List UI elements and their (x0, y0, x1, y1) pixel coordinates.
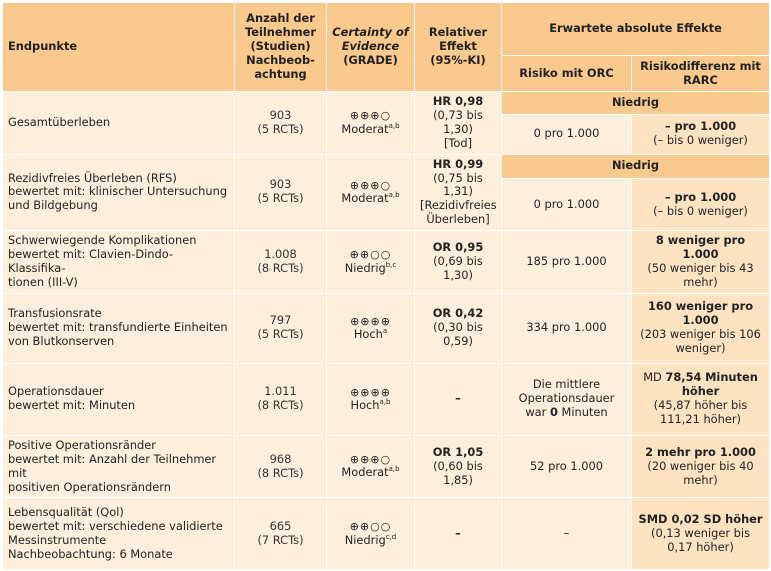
studies-count: (7 RCTs) (257, 532, 304, 547)
certainty-footnote: b,c (385, 260, 397, 269)
risk-orc-cell (502, 363, 632, 435)
relative-effect-ci: (0,75 bis 1,31) (433, 170, 483, 199)
grade-symbols-icon: ⊕⊕⊕⊕ (350, 385, 391, 399)
relative-effect-main: OR 1,05 (432, 444, 484, 459)
participants-count: 903 (269, 177, 292, 192)
relative-effect-ci: (0,73 bis 1,30) (433, 107, 483, 136)
participants-count: 903 (269, 107, 292, 122)
relative-effect-note: [Tod] (443, 135, 473, 150)
risk-diff-cell (632, 179, 770, 231)
endpoint-line: und Bildgebung (8, 198, 98, 213)
certainty-rating: Moderat (341, 121, 389, 136)
risk-diff-cell (632, 498, 770, 570)
grade-symbols-icon: ⊕⊕⊕○ (349, 109, 392, 123)
certainty-rating: Hoch (353, 327, 383, 342)
participants-cell (235, 435, 327, 498)
risk-diff-sub: (– bis 0 weniger) (653, 133, 748, 148)
risk-diff-sub: (20 weniger bis 40 mehr) (647, 458, 754, 487)
endpoint-line: Schwerwiegende Komplikationen (8, 233, 197, 248)
risk-diff-sub: (50 weniger bis 43 mehr) (647, 260, 754, 289)
endpoint-cell (3, 498, 235, 570)
endpoint-line: tionen (III-V) (8, 274, 78, 289)
relative-effect-ci: (0,69 bis 1,30) (433, 254, 483, 282)
certainty-rating: Niedrig (344, 260, 386, 275)
endpoint-line: Gesamtüberleben (8, 114, 111, 129)
risk-diff-main: 78,54 (665, 370, 702, 385)
endpoint-cell (3, 154, 235, 231)
endpoint-cell (3, 293, 235, 363)
grade-symbols-icon: ⊕⊕○○ (349, 248, 392, 262)
certainty-footnote: a,b (388, 191, 400, 200)
relative-effect-main: HR 0,99 (432, 156, 484, 171)
risk-diff-sub: (203 weniger bis 106 weniger) (640, 327, 761, 356)
grade-symbols-icon: ⊕⊕⊕○ (349, 452, 392, 466)
certainty-cell (327, 498, 415, 570)
certainty-cell (327, 293, 415, 363)
header-certainty-sub: (GRADE) (343, 52, 398, 67)
relative-effect-main: OR 0,95 (432, 240, 484, 255)
risk-diff-prefix: MD (643, 370, 662, 385)
certainty-rating: Moderat (341, 191, 389, 206)
certainty-cell (327, 154, 415, 231)
risk-orc-cell: 52 pro 1.000 (502, 435, 632, 498)
endpoint-cell (3, 231, 235, 294)
grade-symbols-icon: ⊕⊕○○ (349, 520, 392, 534)
risk-orc-cell: 0 pro 1.000 (502, 114, 632, 154)
grade-symbols-icon: ⊕⊕⊕⊕ (350, 314, 391, 328)
participants-cell (235, 293, 327, 363)
header-risk-orc: Risiko mit ORC (502, 56, 632, 92)
studies-count: (5 RCTs) (257, 327, 304, 342)
participants-count: 968 (269, 451, 292, 466)
endpoint-line: Positive Operationsränder (8, 437, 156, 452)
header-risk-diff-rarc: Risikodifferenz mit RARC (632, 56, 770, 92)
risk-orc-value: 0 (549, 405, 558, 420)
studies-count: (8 RCTs) (257, 398, 304, 413)
endpoint-line: von Blutkonserven (8, 334, 115, 349)
participants-count: 797 (269, 313, 292, 328)
relative-effect-main: – (455, 525, 461, 540)
certainty-footnote: c,d (385, 532, 397, 541)
certainty-rating: Moderat (341, 465, 389, 480)
relative-effect-cell (415, 363, 502, 435)
relative-effect-cell (415, 293, 502, 363)
risk-diff-cell (632, 114, 770, 154)
endpoint-cell (3, 363, 235, 435)
risk-diff-cell (632, 435, 770, 498)
risk-diff-cell (632, 231, 770, 294)
grade-symbols-icon: ⊕⊕⊕○ (349, 178, 392, 192)
risk-diff-main: – pro 1.000 (664, 189, 737, 204)
endpoint-line: Rezidivfreies Überleben (RFS) (8, 170, 177, 185)
header-certainty-label: Certainty of Evidence (332, 25, 409, 54)
risk-group-label: Niedrig (502, 154, 770, 178)
risk-diff-main: 2 mehr pro 1.000 (645, 444, 756, 459)
relative-effect-ci: (0,30 bis 0,59) (433, 320, 483, 349)
participants-count: 1.011 (264, 384, 297, 399)
endpoint-line: bewertet mit: Clavien-Dindo-Klassifika- (8, 247, 174, 275)
endpoint-cell (3, 435, 235, 498)
participants-count: 665 (269, 519, 292, 533)
participants-cell (235, 498, 327, 570)
relative-effect-cell (415, 92, 502, 155)
certainty-cell (327, 435, 415, 498)
risk-diff-sub: (– bis 0 weniger) (653, 203, 748, 218)
risk-orc-cell: 0 pro 1.000 (502, 179, 632, 231)
relative-effect-cell (415, 435, 502, 498)
certainty-footnote: a (382, 327, 388, 336)
endpoint-line: Operationsdauer (8, 384, 104, 399)
risk-diff-main: SMD 0,02 SD höher (638, 512, 763, 527)
endpoint-line: Messinstrumente (8, 532, 107, 547)
certainty-cell (327, 363, 415, 435)
certainty-rating: Hoch (350, 398, 380, 413)
relative-effect-main: HR 0,98 (432, 94, 484, 108)
relative-effect-note: [Rezidivfreies Überleben] (420, 198, 497, 227)
studies-count: (8 RCTs) (257, 465, 304, 480)
endpoint-line: bewertet mit: Anzahl der Teilnehmer mit (8, 451, 217, 480)
relative-effect-ci: (0,60 bis 1,85) (433, 458, 483, 487)
risk-diff-main: 8 weniger pro 1.000 (655, 233, 746, 262)
header-relative-effect (415, 3, 502, 92)
certainty-footnote: a,b (388, 465, 400, 474)
participants-cell (235, 92, 327, 155)
risk-orc-unit: Minuten (561, 405, 608, 420)
endpoint-line: Transfusionsrate (8, 306, 102, 321)
header-relative-label: Relativer Effekt (428, 25, 488, 54)
participants-cell (235, 231, 327, 294)
participants-cell (235, 363, 327, 435)
grade-evidence-table (2, 2, 770, 570)
certainty-cell (327, 92, 415, 155)
participants-cell (235, 154, 327, 231)
relative-effect-cell (415, 498, 502, 570)
relative-effect-cell (415, 231, 502, 294)
certainty-footnote: a,b (379, 398, 391, 407)
endpoint-line: bewertet mit: klinischer Untersuchung (8, 184, 228, 199)
risk-diff-cell (632, 293, 770, 363)
risk-diff-sub: (0,13 weniger bis 0,17 höher) (651, 525, 751, 554)
header-relative-sub: (95%-KI) (430, 52, 486, 67)
certainty-rating: Niedrig (344, 532, 386, 547)
risk-orc-cell: 185 pro 1.000 (502, 231, 632, 294)
risk-orc-cell: – (502, 498, 632, 570)
certainty-cell (327, 231, 415, 294)
endpoint-line: positiven Operationsrändern (8, 479, 171, 494)
endpoint-line: bewertet mit: Minuten (8, 398, 136, 413)
risk-diff-main: 160 weniger pro 1.000 (647, 299, 754, 328)
header-certainty (327, 3, 415, 92)
certainty-footnote: a,b (388, 121, 400, 130)
risk-orc-text: Die mittlere Operationsdauer war (518, 377, 615, 420)
studies-count: (5 RCTs) (257, 191, 304, 206)
risk-diff-main: – pro 1.000 (664, 119, 737, 134)
endpoint-line: bewertet mit: transfundierte Einheiten (8, 320, 228, 335)
participants-count: 1.008 (264, 247, 297, 262)
risk-diff-unit: Minuten höher (681, 370, 758, 399)
relative-effect-main: – (455, 391, 461, 406)
risk-group-label: Niedrig (502, 92, 770, 115)
relative-effect-main: OR 0,42 (432, 306, 484, 321)
relative-effect-cell (415, 154, 502, 231)
risk-orc-cell: 334 pro 1.000 (502, 293, 632, 363)
risk-diff-cell (632, 363, 770, 435)
header-endpoints: Endpunkte (3, 3, 235, 92)
endpoint-line: Lebensqualität (Qol) (8, 505, 124, 520)
endpoint-line: bewertet mit: verschiedene validierte (8, 519, 223, 533)
endpoint-cell (3, 92, 235, 155)
endpoint-line: Nachbeobachtung: 6 Monate (8, 546, 173, 561)
studies-count: (5 RCTs) (257, 121, 304, 136)
studies-count: (8 RCTs) (257, 260, 304, 275)
header-participants: Anzahl der Teilnehmer (Studien) Nachbeob-achtung (235, 3, 327, 92)
risk-diff-sub: (45,87 höher bis 111,21 höher) (653, 398, 748, 427)
header-expected-effects: Erwartete absolute Effekte (502, 3, 770, 56)
